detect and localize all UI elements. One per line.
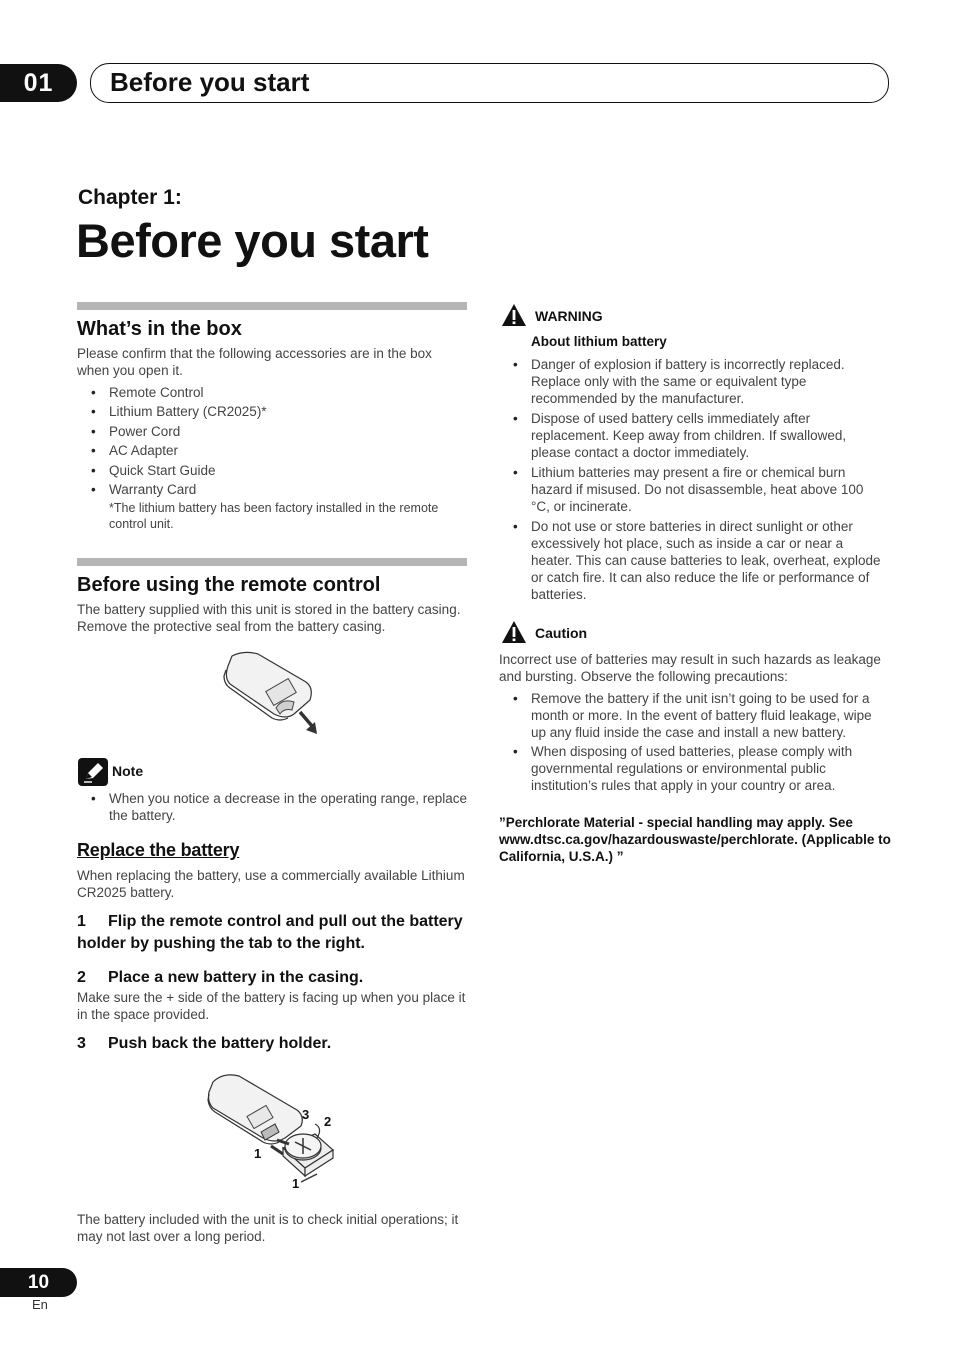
language-code: En (32, 1297, 48, 1312)
step-1 (77, 911, 472, 955)
list-item: • Danger of explosion if battery is incorrectly replaced. Replace only with the same or equivalent type recommended by the manufacturer. (499, 356, 885, 407)
chapter-header-title: Before you start (110, 67, 310, 97)
section-rule (77, 302, 467, 310)
chapter-number-tab: 01 (0, 64, 77, 102)
list-item: • Lithium batteries may present a fire or chemical burn hazard if misused. Do not disassemble, heat above 100 °C, or incinerate. (499, 464, 885, 515)
warning-label: WARNING (535, 308, 603, 324)
remote-seal-illustration (222, 648, 324, 736)
step-text: Flip the remote control and pull out the battery holder by pushing the tab to the right. (77, 913, 463, 952)
replace-intro: When replacing the battery, use a commercially available Lithium CR2025 battery. (77, 868, 465, 900)
warning-subheading: About lithium battery (531, 334, 667, 349)
box-footnote: *The lithium battery has been factory installed in the remote control unit. (109, 501, 439, 531)
section-rule (77, 558, 467, 566)
caution-intro: Incorrect use of batteries may result in such hazards as leakage and bursting. Observe the following precautions: (499, 652, 881, 684)
page-number: 10 (0, 1268, 77, 1297)
note-list (77, 790, 467, 824)
figure-label-2: 2 (324, 1114, 332, 1129)
list-item: • Do not use or store batteries in direct sunlight or other excessively hot place, such as inside a car or near a heater. This can cause batteries to leak, overheat, explode or catch fire. It can also reduce the life or performance of batteries. (499, 518, 885, 603)
list-item: • Warranty Card (77, 481, 467, 498)
step-number: 3 (77, 1035, 86, 1052)
list-item: • AC Adapter (77, 442, 467, 459)
remote-intro: The battery supplied with this unit is stored in the battery casing. Remove the protective seal from the battery casing. (77, 602, 461, 634)
perchlorate-notice: ”Perchlorate Material - special handling may apply. See www.dtsc.ca.gov/hazardouswaste/perchlorate. (Applicable to California, U.S.A.) ” (499, 815, 891, 864)
list-item: • Quick Start Guide (77, 462, 467, 479)
step-number: 2 (77, 969, 86, 986)
step-number: 1 (77, 913, 86, 930)
note-pencil-icon (78, 758, 108, 786)
warning-list (499, 356, 885, 606)
step-text: Push back the battery holder. (108, 1035, 332, 1052)
battery-replacement-illustration (205, 1068, 345, 1194)
box-contents-list (77, 384, 467, 500)
list-item: • Power Cord (77, 423, 467, 440)
replace-battery-heading: Replace the battery (77, 840, 240, 860)
section-heading-remote: Before using the remote control (77, 574, 381, 596)
list-item: • Remote Control (77, 384, 467, 401)
note-label: Note (112, 763, 144, 779)
page-title: Before you start (76, 214, 429, 267)
list-item: • When disposing of used batteries, please comply with governmental regulations or environmental public institution’s rules that apply in your country or area. (499, 743, 885, 794)
step-text: Place a new battery in the casing. (108, 969, 364, 986)
caution-label: Caution (535, 625, 588, 641)
figure-label-1: 1 (254, 1146, 262, 1161)
list-item: • Dispose of used battery cells immediately after replacement. Keep away from children. If swallowed, please contact a doctor immediately. (499, 410, 885, 461)
caution-list (499, 690, 885, 797)
chapter-kicker: Chapter 1: (78, 186, 182, 209)
caution-icon (501, 620, 527, 644)
figure-label-1b: 1 (292, 1176, 300, 1191)
closing-note: The battery included with the unit is to check initial operations; it may not last over a long period. (77, 1212, 459, 1244)
box-intro: Please confirm that the following accessories are in the box when you open it. (77, 346, 432, 378)
step-2 (77, 967, 472, 989)
figure-label-3: 3 (302, 1107, 310, 1122)
section-heading-box: What’s in the box (77, 318, 242, 340)
list-item: • Lithium Battery (CR2025)* (77, 403, 467, 420)
list-item: • When you notice a decrease in the operating range, replace the battery. (77, 790, 467, 824)
warning-icon (501, 303, 527, 327)
step-3 (77, 1033, 472, 1055)
list-item: • Remove the battery if the unit isn’t going to be used for a month or more. In the event of battery fluid leakage, wipe up any fluid inside the case and install a new battery. (499, 690, 885, 741)
step-2-detail: Make sure the + side of the battery is facing up when you place it in the space provided. (77, 990, 466, 1022)
